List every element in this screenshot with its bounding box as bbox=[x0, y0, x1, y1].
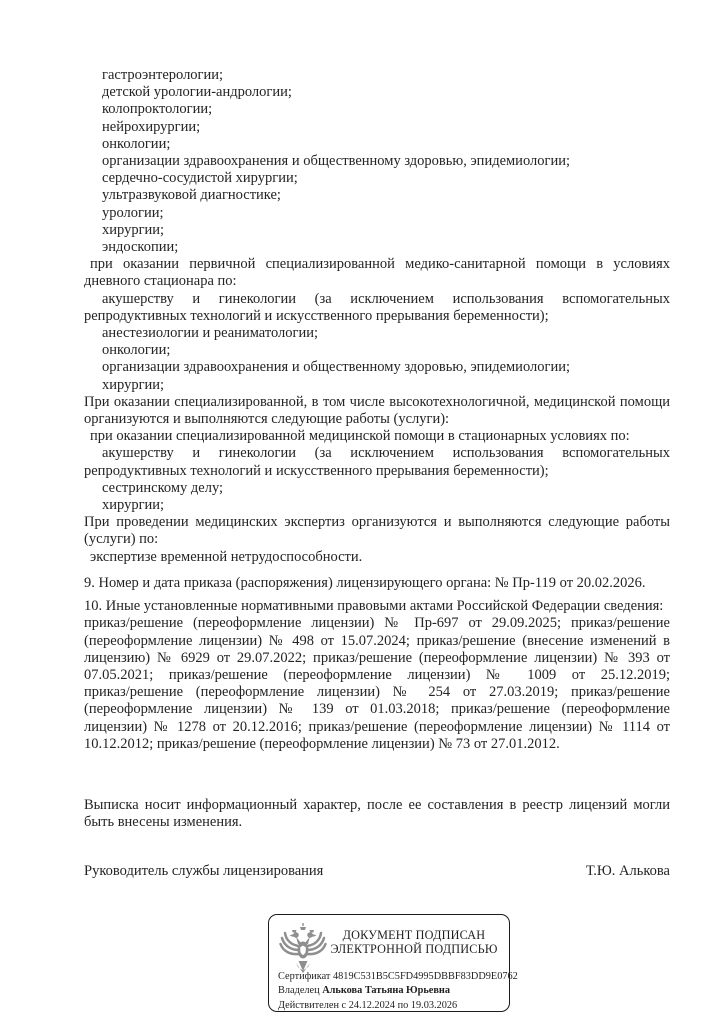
signatory-name: Т.Ю. Алькова bbox=[585, 863, 670, 880]
document-text-line: экспертизе временной нетрудоспособности. bbox=[90, 548, 363, 565]
document-text-line: 07.05.2021; приказ/решение (переоформление лицензии) № 1009 от 25.12.2019; bbox=[84, 666, 670, 683]
document-text-line: 9. Номер и дата приказа (распоряжения) лицензирующего органа: № Пр-119 от 20.02.2026. bbox=[84, 574, 646, 591]
certificate-value: 4819C531B5C5FD4995DBBF83DD9E0762 bbox=[333, 970, 518, 982]
document-text-line: 10. Иные установленные нормативными правовыми актами Российской Федерации сведения: bbox=[84, 598, 664, 615]
document-text-line: хирургии; bbox=[102, 376, 165, 393]
document-text-line: при оказании первичной специализированной медико-санитарной помощи в условиях bbox=[90, 256, 670, 273]
document-text-line: колопроктологии; bbox=[102, 101, 213, 118]
document-text-line: 10.12.2012; приказ/решение (переоформление лицензии) № 73 от 27.01.2012. bbox=[84, 735, 560, 752]
document-text-line: нейрохирургии; bbox=[102, 118, 201, 135]
document-text-line: анестезиологии и реаниматологии; bbox=[102, 325, 319, 342]
document-text-line: Выписка носит информационный характер, после ее составления в реестр лицензий могли bbox=[84, 796, 670, 813]
stamp-details bbox=[278, 970, 518, 1014]
signatory-role: Руководитель службы лицензирования bbox=[84, 863, 324, 880]
stamp-title-line2: ЭЛЕКТРОННОЙ ПОДПИСЬЮ bbox=[330, 942, 498, 957]
document-text-line: детской урологии-андрологии; bbox=[102, 84, 292, 101]
document-text-line: гастроэнтерологии; bbox=[102, 67, 224, 83]
document-text-line: При оказании специализированной, в том числе высокотехнологичной, медицинской помощи bbox=[84, 393, 670, 410]
document-text-line: дневного стационара по: bbox=[84, 273, 237, 290]
document-body bbox=[84, 67, 670, 1012]
stamp-title bbox=[328, 928, 500, 957]
owner-label: Владелец bbox=[278, 985, 320, 997]
stamp-certificate-line bbox=[278, 970, 518, 985]
document-text-line: акушерству и гинекологии (за исключением использования вспомогательных bbox=[102, 445, 670, 462]
document-text-line: сердечно-сосудистой хирургии; bbox=[102, 170, 298, 187]
document-text-line: урологии; bbox=[102, 204, 164, 221]
document-text-line: быть внесены изменения. bbox=[84, 814, 243, 831]
electronic-signature-stamp bbox=[268, 914, 518, 1012]
document-text-line: акушерству и гинекологии (за исключением использования вспомогательных bbox=[102, 290, 670, 307]
document-text-line: При проведении медицинских экспертиз организуются и выполняются следующие работы bbox=[84, 514, 670, 531]
stamp-title-line1: ДОКУМЕНТ ПОДПИСАН bbox=[342, 927, 486, 942]
document-text-line: (переоформление лицензии) № 498 от 15.07.2024; приказ/решение (внесение изменений в bbox=[84, 632, 670, 649]
validity-label: Действителен bbox=[278, 999, 339, 1011]
document-text-line: лицензии) № 1278 от 20.12.2016; приказ/решение (переоформление лицензии) № 1114 от bbox=[84, 718, 670, 735]
stamp-header bbox=[278, 920, 500, 975]
document-text-line: организации здравоохранения и общественному здоровью, эпидемиологии; bbox=[102, 359, 570, 376]
document-text-line: репродуктивных технологий и искусственного прерывания беременности); bbox=[84, 307, 549, 324]
certificate-label: Сертификат bbox=[278, 970, 331, 982]
document-text-line: (переоформление лицензии) № 139 от 01.03.2018; приказ/решение (переоформление bbox=[84, 701, 670, 718]
document-text-line: сестринскому делу; bbox=[102, 479, 224, 496]
document-text-line: репродуктивных технологий и искусственного прерывания беременности); bbox=[84, 462, 549, 479]
double-headed-eagle-icon bbox=[278, 921, 328, 975]
document-text-line: онкологии; bbox=[102, 135, 171, 152]
stamp-validity-line bbox=[278, 999, 500, 1014]
document-text-block bbox=[84, 67, 670, 831]
stamp-owner-line bbox=[278, 984, 500, 999]
document-text-line: лицензию) № 6929 от 29.07.2022; приказ/решение (переоформление лицензии) № 393 от bbox=[84, 649, 670, 666]
validity-value: с 24.12.2024 по 19.03.2026 bbox=[341, 999, 458, 1011]
owner-value: Алькова Татьяна Юрьевна bbox=[322, 985, 451, 997]
document-text-line: организации здравоохранения и общественному здоровью, эпидемиологии; bbox=[102, 153, 570, 170]
document-text-line: приказ/решение (переоформление лицензии) № 254 от 27.03.2019; приказ/решение bbox=[84, 684, 670, 701]
document-text-line: приказ/решение (переоформление лицензии) № Пр-697 от 29.09.2025; приказ/решение bbox=[84, 615, 670, 632]
document-text-line: эндоскопии; bbox=[102, 239, 179, 256]
signature-row bbox=[84, 863, 670, 880]
document-text-line: хирургии; bbox=[102, 497, 165, 514]
document-text-line: организуются и выполняются следующие работы (услуги): bbox=[84, 411, 450, 428]
document-text-line: хирургии; bbox=[102, 221, 165, 238]
document-text-line: (услуги) по: bbox=[84, 531, 159, 548]
document-text-line: онкологии; bbox=[102, 342, 171, 359]
document-text-line: ультразвуковой диагностике; bbox=[102, 187, 281, 204]
document-text-line: при оказании специализированной медицинской помощи в стационарных условиях по: bbox=[90, 428, 630, 445]
